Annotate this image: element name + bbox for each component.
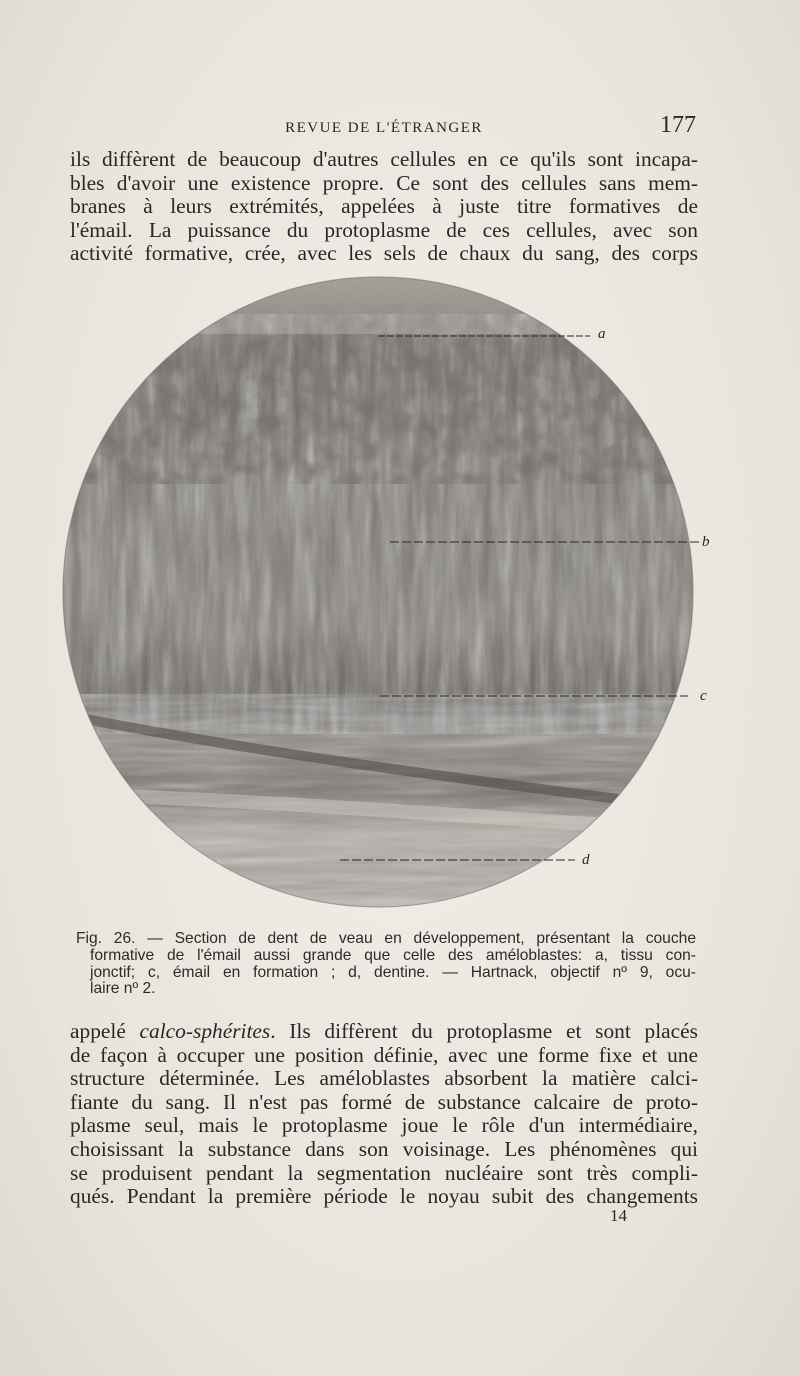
label-b: b	[702, 534, 710, 550]
micrograph-field	[60, 274, 740, 924]
signature-mark: 14	[610, 1206, 627, 1225]
text-line: l'émail. La puissance du protoplasme de ces cellules, avec son	[70, 217, 698, 242]
text-line: qués. Pendant la première période le noyau subit des changements	[70, 1184, 698, 1209]
text-line-first	[70, 1020, 698, 1044]
label-a: a	[598, 326, 606, 342]
paragraph-top	[70, 148, 698, 266]
label-c: c	[700, 688, 707, 704]
caption-line: formative de l'émail aussi grande que celle des améloblastes: a, tissu con-	[90, 946, 696, 964]
running-head	[70, 112, 698, 142]
page-number: 177	[660, 112, 696, 138]
text-fragment: . Ils diffèrent du protoplasme et sont placés	[270, 1019, 698, 1043]
text-line: branes à leurs extrémités, appelées à juste titre formatives de	[70, 194, 698, 219]
text-line: fiante du sang. Il n'est pas formé de substance calcaire de proto-	[70, 1089, 698, 1114]
paragraph-bottom	[70, 1020, 698, 1209]
text-line: activité formative, crée, avec les sels de chaux du sang, des corps	[70, 241, 698, 266]
text-line: se produisent pendant la segmentation nucléaire sont très compli-	[70, 1160, 698, 1185]
text-line: de façon à occuper une position définie, avec une forme fixe et une	[70, 1042, 698, 1067]
label-d: d	[582, 852, 590, 868]
caption-line: Fig. 26. — Section de dent de veau en développement, présentant la couche	[76, 930, 696, 947]
text-line: structure déterminée. Les améloblastes absorbent la matière calci-	[70, 1066, 698, 1091]
caption-line: laire nº 2.	[90, 980, 156, 998]
text-line: ils diffèrent de beaucoup d'autres cellules en ce qu'ils sont incapa-	[70, 147, 698, 171]
micrograph-figure	[60, 274, 740, 924]
text-line: bles d'avoir une existence propre. Ce sont des cellules sans mem-	[70, 170, 698, 195]
running-title: REVUE DE L'ÉTRANGER	[285, 120, 483, 136]
figure-caption	[76, 931, 696, 998]
italic-term: calco-sphérites	[139, 1019, 271, 1043]
caption-line: jonctif; c, émail en formation ; d, dentine. — Hartnack, objectif nº 9, ocu-	[90, 963, 696, 981]
text-line: choisissant la substance dans son voisinage. Les phénomènes qui	[70, 1136, 698, 1161]
text-line: plasme seul, mais le protoplasme joue le rôle d'un intermédiaire,	[70, 1113, 698, 1138]
text-fragment: appelé	[70, 1019, 140, 1043]
micrograph-image	[60, 274, 740, 924]
